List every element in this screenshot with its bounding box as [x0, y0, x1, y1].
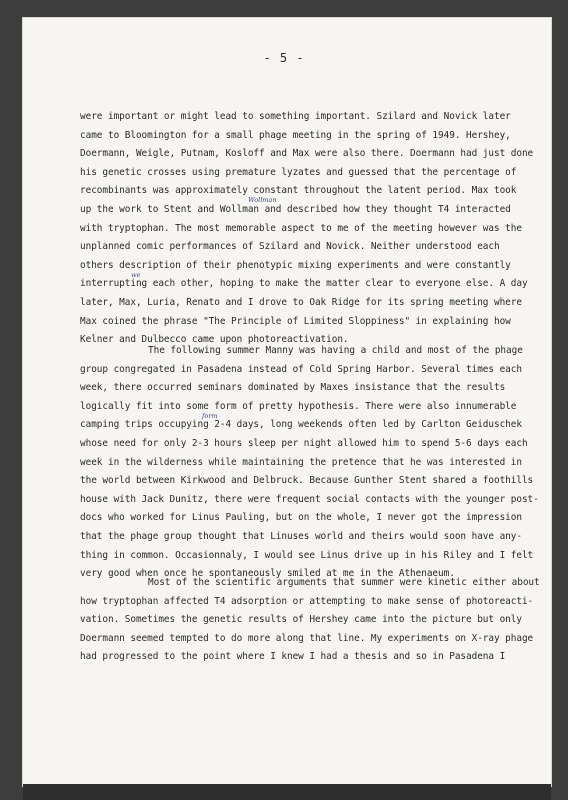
handwritten-annotation-form: form [202, 412, 218, 420]
text-line: others description of their phenotypic mixing experiments and were constantly [80, 259, 511, 271]
text-line: Doermann, Weigle, Putnam, Kosloff and Max were also there. Doermann had just done [80, 148, 534, 160]
text-line: Doermann seemed tempted to do more along that line. My experiments on X-ray phage [80, 632, 534, 644]
text-line: logically fit into some form of pretty hypothesis. There were also innumerable [80, 400, 517, 412]
text-line: Max coined the phrase "The Principle of Limited Sloppiness" in explaining how [80, 315, 511, 327]
handwritten-annotation-wollman: Wollman [248, 196, 277, 204]
page-number: - 5 - [263, 51, 305, 65]
text-line: The following summer Manny was having a child and most of the phage [148, 345, 523, 356]
text-line: very good when once he spontaneously smiled at me in the Athenaeum. [80, 568, 455, 580]
text-line: week, there occurred seminars dominated by Maxes insistance that the results [80, 382, 506, 394]
text-line: Kelner and Dulbecco came upon photoreactivation. [80, 334, 349, 346]
text-line: unplanned comic performances of Szilard and Novick. Neither understood each [80, 241, 500, 253]
paragraph-2 [80, 342, 539, 584]
text-line: whose need for only 2-3 hours sleep per night allowed him to spend 5-6 days each [80, 437, 528, 449]
text-line: with tryptophan. The most memorable aspect to me of the meeting however was the [80, 222, 522, 234]
text-line: had progressed to the point where I knew I had a thesis and so in Pasadena I [80, 651, 506, 663]
text-line: came to Bloomington for a small phage meeting in the spring of 1949. Hershey, [80, 129, 511, 141]
text-line: vation. Sometimes the genetic results of Hershey came into the picture but only [80, 614, 522, 626]
text-line: later, Max, Luria, Renato and I drove to Oak Ridge for its spring meeting where [80, 296, 522, 308]
text-line: up the work to Stent and Wollman and described how they thought T4 interacted [80, 203, 511, 215]
text-line: Most of the scientific arguments that summer were kinetic either about [148, 577, 540, 588]
text-line: house with Jack Dunitz, there were frequent social contacts with the younger post- [80, 493, 539, 505]
text-line: how tryptophan affected T4 adsorption or attempting to make sense of photoreacti- [80, 595, 534, 607]
page-edge-shadow [23, 784, 551, 800]
text-line: recombinants was approximately constant throughout the latent period. Max took [80, 185, 517, 197]
text-line: week in the wilderness while maintaining the pretence that he was interested in [80, 456, 522, 468]
text-line: the world between Kirkwood and Delbruck. Because Gunther Stent shared a foothills [80, 475, 534, 487]
text-line: group congregated in Pasadena instead of Cold Spring Harbor. Several times each [80, 363, 522, 375]
text-line: were important or might lead to something important. Szilard and Novick later [80, 111, 511, 122]
text-line: his genetic crosses using premature lyzates and guessed that the percentage of [80, 166, 517, 178]
handwritten-annotation-we: we [131, 271, 141, 279]
text-line: camping trips occupying 2-4 days, long weekends often led by Carlton Geiduschek [80, 419, 522, 431]
paragraph-1 [80, 108, 534, 350]
paragraph-3 [80, 574, 540, 667]
text-line: docs who worked for Linus Pauling, but on the whole, I never got the impression [80, 512, 522, 524]
text-line: that the phage group thought that Linuses world and theirs would soon have any- [80, 530, 522, 542]
text-line: thing in common. Occasionnaly, I would see Linus drive up in his Riley and I felt [80, 549, 534, 561]
text-line: interrupting each other, hoping to make the matter clear to everyone else. A day [80, 278, 528, 290]
